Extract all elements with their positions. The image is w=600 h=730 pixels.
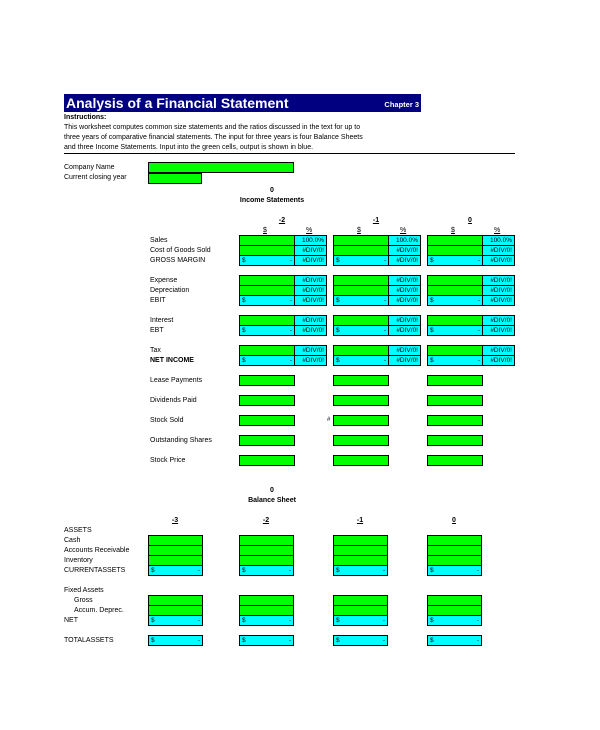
company-name-label: Company Name	[64, 164, 115, 171]
label-cash: Cash	[64, 537, 81, 544]
balance-col-year: 0	[452, 517, 456, 524]
input-stock-sold[interactable]	[239, 415, 295, 426]
income-year-value: 0	[270, 187, 274, 194]
output-ebt: $ -	[427, 325, 483, 336]
input-dividends-paid[interactable]	[239, 395, 295, 406]
output-gross-margin: $ -	[427, 255, 483, 266]
input-lease-payments[interactable]	[427, 375, 483, 386]
divider	[64, 153, 515, 154]
income-col-dollar: $	[451, 227, 455, 234]
instructions-line: This worksheet computes common size statements and the ratios discussed in the text for up to	[64, 124, 361, 131]
output-total-assets: $ -	[427, 635, 482, 646]
instructions-line: three years of comparative financial statements. The input for three years is four Balance Sheets	[64, 134, 363, 141]
output-net-income: $ -	[333, 355, 389, 366]
output-total-assets: $ -	[333, 635, 388, 646]
page-title: Analysis of a Financial Statement	[66, 95, 289, 111]
label-current-assets: CURRENTASSETS	[64, 567, 126, 574]
output-ebit: $ -	[333, 295, 389, 306]
label-lease-payments: Lease Payments	[150, 377, 203, 384]
output-gross-margin: $ -	[333, 255, 389, 266]
input-dividends-paid[interactable]	[333, 395, 389, 406]
income-col-year: 0	[468, 217, 472, 224]
output-pct: #DIV/0!	[388, 345, 421, 356]
output-pct: #DIV/0!	[482, 285, 515, 296]
output-pct: #DIV/0!	[388, 275, 421, 286]
input-stock-price[interactable]	[239, 455, 295, 466]
input-stock-price[interactable]	[333, 455, 389, 466]
output-gross-margin: $ -	[239, 255, 295, 266]
output-pct: #DIV/0!	[482, 325, 515, 336]
output-total-assets: $ -	[239, 635, 294, 646]
balance-col-year: -1	[356, 517, 364, 524]
input-outstanding-shares[interactable]	[333, 435, 389, 446]
income-statements-title: Income Statements	[239, 197, 305, 204]
label-cogs: Cost of Goods Sold	[150, 247, 211, 254]
output-pct: #DIV/0!	[294, 345, 327, 356]
output-pct: #DIV/0!	[294, 355, 327, 366]
label-accounts-receivable: Accounts Receivable	[64, 547, 130, 554]
output-net: $ -	[239, 615, 294, 626]
label-stock-price: Stock Price	[150, 457, 186, 464]
instructions-line: and three Income Statements. Input into the green cells, output is shown in blue.	[64, 144, 314, 151]
label-gross: Gross	[74, 597, 93, 604]
income-col-pct: %	[306, 227, 313, 234]
label-expense: Expense	[150, 277, 178, 284]
output-pct: #DIV/0!	[482, 255, 515, 266]
output-current-assets: $ -	[148, 565, 203, 576]
title-banner	[64, 94, 421, 112]
label-net-income: NET INCOME	[150, 357, 194, 364]
balance-year-value: 0	[270, 487, 274, 494]
label-ebit: EBIT	[150, 297, 166, 304]
output-total-assets: $ -	[148, 635, 203, 646]
output-pct: #DIV/0!	[388, 295, 421, 306]
label-gross-margin: GROSS MARGIN	[150, 257, 206, 264]
income-col-year: -1	[372, 217, 380, 224]
input-outstanding-shares[interactable]	[239, 435, 295, 446]
closing-year-input[interactable]	[148, 173, 202, 184]
label-assets: ASSETS	[64, 527, 92, 534]
label-interest: Interest	[150, 317, 174, 324]
output-pct: #DIV/0!	[482, 245, 515, 256]
label-net: NET	[64, 617, 78, 624]
output-net-income: $ -	[427, 355, 483, 366]
output-pct: #DIV/0!	[388, 315, 421, 326]
balance-col-year: -3	[171, 517, 179, 524]
input-stock-price[interactable]	[427, 455, 483, 466]
balance-col-year: -2	[262, 517, 270, 524]
label-stock-sold: Stock Sold	[150, 417, 184, 424]
output-current-assets: $ -	[427, 565, 482, 576]
instructions-heading: Instructions:	[64, 114, 107, 121]
label-ebt: EBT	[150, 327, 164, 334]
company-name-input[interactable]	[148, 162, 294, 173]
label-fixed-assets: Fixed Assets	[64, 587, 104, 594]
output-pct: #DIV/0!	[388, 325, 421, 336]
output-pct: #DIV/0!	[294, 325, 327, 336]
label-inventory: Inventory	[64, 557, 93, 564]
output-pct: #DIV/0!	[482, 275, 515, 286]
input-dividends-paid[interactable]	[427, 395, 483, 406]
output-pct: #DIV/0!	[294, 275, 327, 286]
label-tax: Tax	[150, 347, 161, 354]
output-pct: #DIV/0!	[388, 255, 421, 266]
label-outstanding-shares: Outstanding Shares	[150, 437, 212, 444]
label-accum-deprec: Accum. Deprec.	[74, 607, 124, 614]
income-col-pct: %	[494, 227, 501, 234]
output-ebt: $ -	[333, 325, 389, 336]
output-ebit: $ -	[427, 295, 483, 306]
chapter-label: Chapter 3	[384, 100, 419, 109]
income-col-pct: %	[400, 227, 407, 234]
overflow-marker: #	[327, 417, 331, 423]
output-pct: #DIV/0!	[482, 355, 515, 366]
closing-year-label: Current closing year	[64, 174, 127, 181]
output-pct: #DIV/0!	[294, 285, 327, 296]
output-pct: 100.0%	[388, 235, 421, 246]
output-pct: #DIV/0!	[388, 245, 421, 256]
input-stock-sold[interactable]	[427, 415, 483, 426]
income-col-year: -2	[278, 217, 286, 224]
output-pct: #DIV/0!	[388, 285, 421, 296]
output-pct: #DIV/0!	[294, 245, 327, 256]
output-net: $ -	[333, 615, 388, 626]
label-dividends-paid: Dividends Paid	[150, 397, 197, 404]
output-pct: #DIV/0!	[482, 315, 515, 326]
output-pct: #DIV/0!	[482, 345, 515, 356]
input-lease-payments[interactable]	[333, 375, 389, 386]
output-current-assets: $ -	[239, 565, 294, 576]
output-ebt: $ -	[239, 325, 295, 336]
balance-sheet-title: Balance Sheet	[248, 497, 296, 504]
income-col-dollar: $	[357, 227, 361, 234]
output-pct: 100.0%	[294, 235, 327, 246]
output-pct: #DIV/0!	[388, 355, 421, 366]
output-net-income: $ -	[239, 355, 295, 366]
label-depreciation: Depreciation	[150, 287, 190, 294]
output-pct: #DIV/0!	[294, 315, 327, 326]
input-stock-sold[interactable]	[333, 415, 389, 426]
output-net: $ -	[427, 615, 482, 626]
output-current-assets: $ -	[333, 565, 388, 576]
output-pct: #DIV/0!	[294, 295, 327, 306]
output-net: $ -	[148, 615, 203, 626]
output-pct: #DIV/0!	[294, 255, 327, 266]
income-col-dollar: $	[263, 227, 267, 234]
input-lease-payments[interactable]	[239, 375, 295, 386]
label-total-assets: TOTALASSETS	[64, 637, 114, 644]
output-pct: #DIV/0!	[482, 295, 515, 306]
output-pct: 100.0%	[482, 235, 515, 246]
output-ebit: $ -	[239, 295, 295, 306]
label-sales: Sales	[150, 237, 168, 244]
input-outstanding-shares[interactable]	[427, 435, 483, 446]
